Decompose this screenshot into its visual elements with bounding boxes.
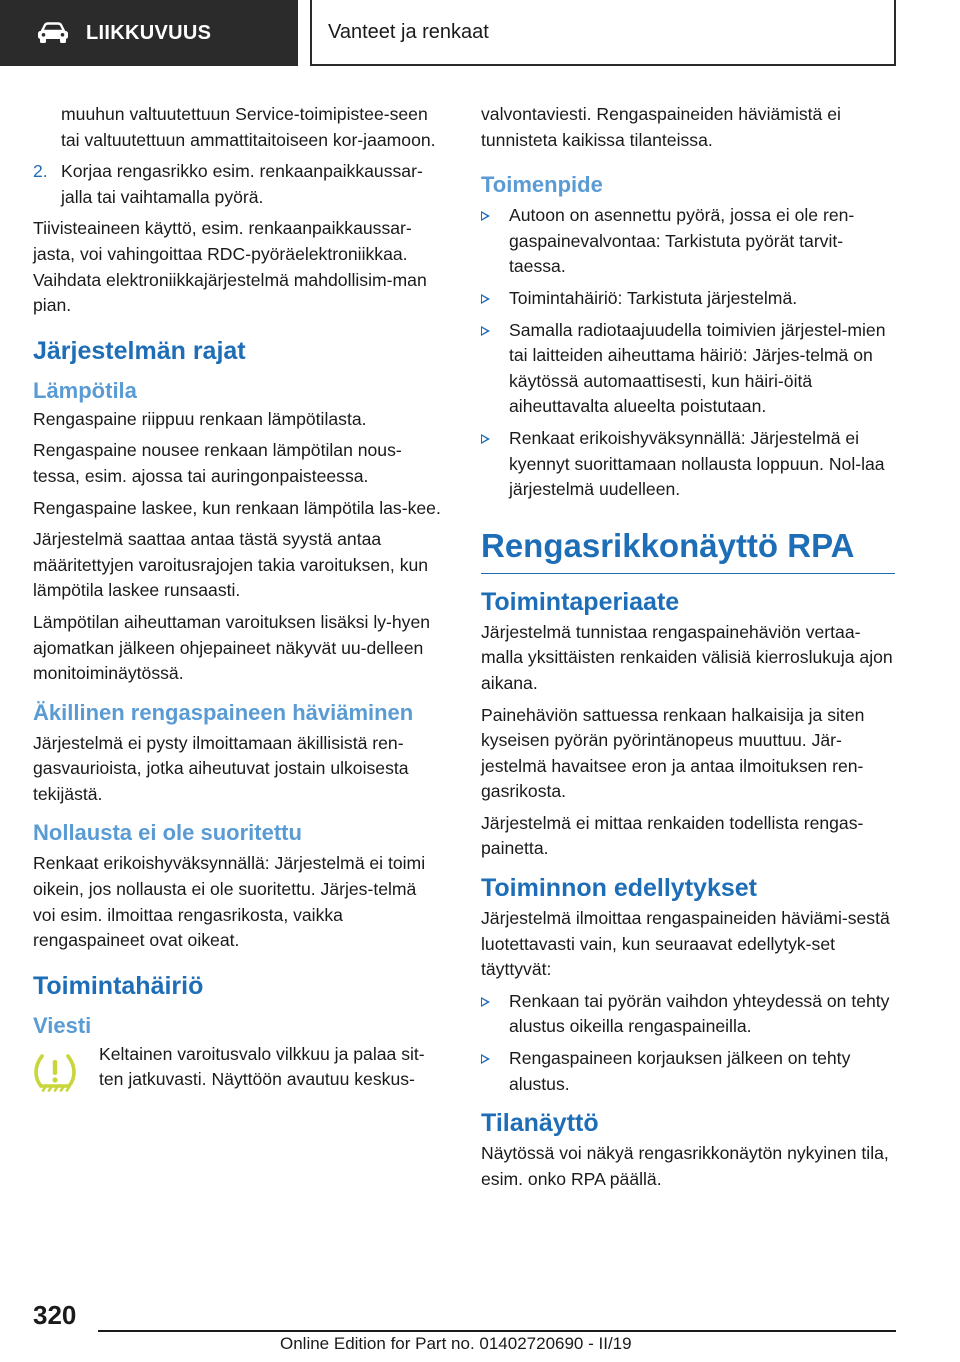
section-tab[interactable] <box>0 0 298 66</box>
status-paragraph: Näytössä voi näkyä rengasrikkonäytön nykyinen tila, esim. onko RPA päällä. <box>481 1143 889 1189</box>
temperature-paragraph: Lämpötilan aiheuttaman varoituksen lisäksi ly-hyen ajomatkan jälkeen ohjepaineet näkyvät uu-delleen monitoiminäytössä. <box>33 611 431 684</box>
step1-continuation: muuhun valtuutettuun Service-toimipistee-seen tai valtuutettuun ammattitaitoiseen kor-jaamoon. <box>61 104 436 150</box>
steps-list <box>33 159 443 210</box>
bullet-triangle-icon <box>481 326 490 336</box>
requirements-paragraph: Järjestelmä ilmoittaa rengaspaineiden häviämi-sestä luotettavasti vain, kun seuraavat edellytyk-set täyttyvät: <box>481 908 890 980</box>
action-list <box>481 203 895 503</box>
rpa-heading: Rengasrikkonäyttö RPA <box>481 525 895 574</box>
principle-paragraph: Järjestelmä tunnistaa rengaspainehäviön vertaa-malla yksittäisten renkaiden välisiä kierroslukuja ajon aikana. <box>481 621 893 693</box>
footer-divider <box>98 1330 896 1332</box>
message-continuation: valvontaviesti. Rengaspaineiden häviämistä ei tunnisteta kaikissa tilanteissa. <box>481 104 841 150</box>
list-item: Rengaspaineen korjauksen jälkeen on tehty alustus. <box>481 1046 895 1097</box>
list-item: Renkaat erikoishyväksynnällä: Järjestelmä ei kyennyt suorittamaan nollausta loppuun. Nol-laa järjestelmä uudelleen. <box>481 426 895 503</box>
list-item: Autoon on asennettu pyörä, jossa ei ole ren-gaspainevalvontaa: Tarkistuta pyörät tarvit-taessa. <box>481 203 895 280</box>
bullet-triangle-icon <box>481 294 490 304</box>
page-number: 320 <box>33 1300 77 1330</box>
step-number: 2. <box>33 161 48 182</box>
list-item: Samalla radiotaajuudella toimivien järjestel-mien tai laitteiden aiheuttama häiriö: Järjes-telmä on käytössä automaattisesti, kun häiri-öitä aiheuttavalta alueelta poistutaan. <box>481 318 895 420</box>
edition-text: Online Edition for Part no. 01402720690 - II/19 <box>280 1334 632 1353</box>
section-label: LIIKKUVUUS <box>86 21 212 44</box>
bullet-triangle-icon <box>481 211 490 221</box>
principle-heading: Toimintaperiaate <box>481 587 680 616</box>
sudden-loss-paragraph: Järjestelmä ei pysty ilmoittamaan äkillisistä ren-gasvaurioista, jotka aiheutuvat jostain ulkoisesta tekijästä. <box>33 732 409 804</box>
step-text: Korjaa rengasrikko esim. renkaanpaikkaussar-jalla tai vaihtamalla pyörä. <box>61 161 423 207</box>
status-heading: Tilanäyttö <box>481 1109 599 1138</box>
tire-pressure-warning-icon <box>33 1052 77 1094</box>
temperature-heading: Lämpötila <box>33 377 137 403</box>
temperature-paragraph: Järjestelmä saattaa antaa tästä syystä antaa määritettyjen varoitusrajojen takia varoituksen, kun lämpötila laskee runsaasti. <box>33 529 429 601</box>
principle-paragraph: Järjestelmä ei mittaa renkaiden todellista rengas-painetta. <box>481 812 864 859</box>
car-icon <box>36 22 70 44</box>
sudden-loss-heading: Äkillinen rengaspaineen häviäminen <box>33 699 414 725</box>
warning-message-block <box>33 1042 443 1096</box>
step-item <box>33 159 443 210</box>
bullet-triangle-icon <box>481 434 490 444</box>
chapter-title: Vanteet ja renkaat <box>310 0 896 66</box>
principle-paragraph: Painehäviön sattuessa renkaan halkaisija ja siten kyseisen pyörän pyörintänopeus muuttuu. Jär-jestelmä havaitsee eron ja antaa ilmoituksen ren-gasrikosta. <box>481 704 865 802</box>
temperature-paragraph: Rengaspaine riippuu renkaan lämpötilasta. <box>33 408 367 429</box>
left-column <box>33 102 443 1096</box>
requirements-heading: Toiminnon edellytykset <box>481 874 757 903</box>
bullet-triangle-icon <box>481 997 490 1007</box>
reset-heading: Nollausta ei ole suoritettu <box>33 820 302 846</box>
limits-heading: Järjestelmän rajat <box>33 336 246 365</box>
malfunction-heading: Toimintahäiriö <box>33 971 204 1000</box>
requirements-list <box>481 989 895 1097</box>
right-column <box>481 102 895 1198</box>
warning-message-text: Keltainen varoitusvalo vilkkuu ja palaa sit-ten jatkuvasti. Näyttöön avautuu keskus- <box>99 1043 425 1090</box>
page-header <box>0 0 960 66</box>
reset-paragraph: Renkaat erikoishyväksynnällä: Järjestelmä ei toimi oikein, jos nollausta ei ole suoritettu. Järjes-telmä voi esim. ilmoittaa rengasrikosta, vaikka rengaspaineet ovat oikeat. <box>33 853 426 951</box>
temperature-paragraph: Rengaspaine laskee, kun renkaan lämpötila las-kee. <box>33 497 441 518</box>
list-item: Renkaan tai pyörän vaihdon yhteydessä on tehty alustus oikeilla rengaspaineilla. <box>481 989 895 1040</box>
message-heading: Viesti <box>33 1012 92 1038</box>
sealant-paragraph: Tiivisteaineen käyttö, esim. renkaanpaikkaussar-jasta, voi vahingoittaa RDC-pyöräelektroniikkaa. Vaihdata elektroniikkajärjestelmä mahdollisim-man pian. <box>33 218 427 316</box>
temperature-paragraph: Rengaspaine nousee renkaan lämpötilan nous-tessa, esim. ajossa tai auringonpaisteessa. <box>33 440 402 486</box>
bullet-triangle-icon <box>481 1054 490 1064</box>
action-heading: Toimenpide <box>481 172 603 198</box>
list-item: Toimintahäiriö: Tarkistuta järjestelmä. <box>481 286 895 312</box>
